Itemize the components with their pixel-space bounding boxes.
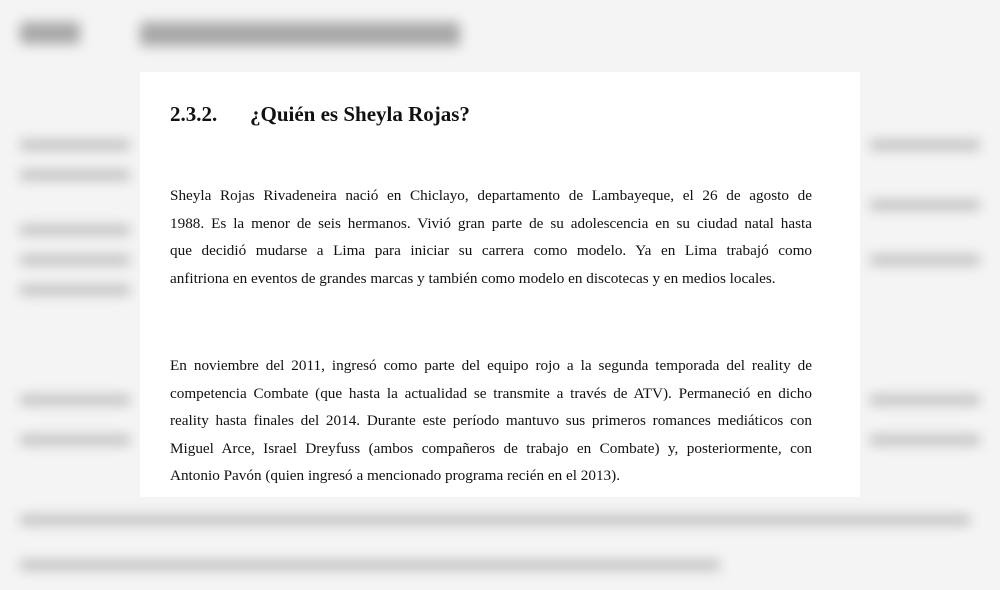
blurred-line: [870, 435, 980, 445]
blurred-line: [870, 255, 980, 265]
blurred-line: [20, 225, 130, 235]
blurred-line: [870, 395, 980, 405]
text-line: que decidió mudarse a Lima para iniciar su carrera como modelo. Ya en Lima trabajó como: [170, 242, 812, 260]
text-line: reality hasta finales del 2014. Durante este período mantuvo sus primeros romances mediáticos con: [170, 412, 812, 430]
blurred-line: [870, 200, 980, 210]
section-number: 2.3.2.: [170, 102, 218, 126]
text-line: Sheyla Rojas Rivadeneira nació en Chiclayo, departamento de Lambayeque, el 26 de agosto de: [170, 187, 812, 204]
text-line: Antonio Pavón (quien ingresó a mencionado programa recién en el 2013).: [170, 467, 621, 485]
blurred-line: [20, 140, 130, 150]
text-line: anfitriona en eventos de grandes marcas y también como modelo en discotecas y en medios locales.: [170, 269, 776, 287]
text-line: Miguel Arce, Israel Dreyfuss (ambos compañeros de trabajo en Combate) y, posteriormente, con: [170, 439, 812, 457]
blurred-line: [20, 170, 130, 180]
blurred-block: [20, 22, 80, 44]
text-line: 1988. Es la menor de seis hermanos. Vivió gran parte de su adolescencia en su ciudad natal hasta: [170, 214, 812, 232]
blurred-line: [20, 395, 130, 405]
blurred-line: [20, 560, 720, 570]
blurred-line: [870, 140, 980, 150]
blurred-line: [20, 515, 970, 525]
section-title: ¿Quién es Sheyla Rojas?: [250, 102, 470, 126]
paragraph-2: [170, 352, 812, 490]
paragraph-1: [170, 182, 812, 292]
blurred-line: [20, 255, 130, 265]
blurred-line: [20, 285, 130, 295]
document-page: [140, 72, 860, 497]
text-line: competencia Combate (que hasta la actualidad se transmite a través de ATV). Permaneció en dicho: [170, 384, 812, 402]
blurred-line: [20, 435, 130, 445]
text-line: En noviembre del 2011, ingresó como parte del equipo rojo a la segunda temporada del reality de: [170, 357, 812, 374]
blurred-block: [140, 22, 460, 46]
